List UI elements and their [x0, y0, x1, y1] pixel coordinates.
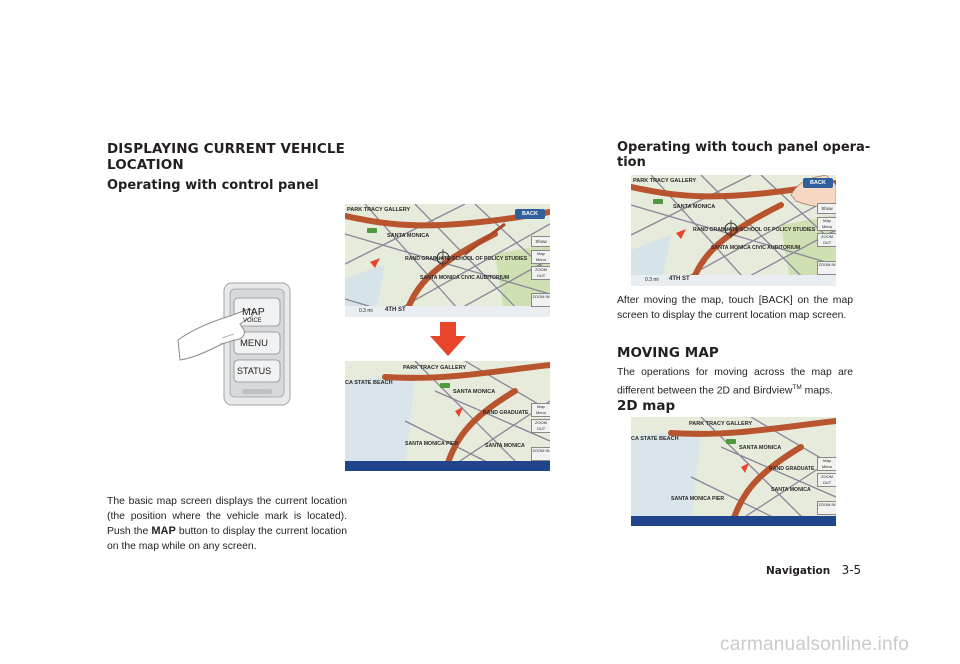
subheading: Operating with control panel	[107, 178, 319, 193]
body-text: button to display the current location on the map while on any screen.	[107, 526, 347, 552]
map-screen-2d	[631, 417, 836, 526]
map-label: PARK TRACY GALLERY	[403, 365, 467, 371]
map-screen-touch	[631, 175, 836, 286]
scale-label: 0.3 mi	[359, 308, 373, 314]
map-label: SANTA MONICA	[771, 487, 811, 493]
zoom-out-button[interactable]: ZOOM OUT	[817, 233, 836, 247]
map-label: RAND GRADUATE	[483, 410, 529, 416]
section-heading: MOVING MAP	[617, 345, 719, 361]
heading-line: tion	[617, 155, 646, 170]
trademark: TM	[792, 383, 802, 391]
map-button-label: MAP	[242, 306, 265, 318]
body-paragraph	[617, 366, 853, 399]
zoom-out-button[interactable]: ZOOM OUT	[531, 419, 550, 433]
down-arrow-icon	[430, 322, 466, 356]
page-footer	[766, 563, 861, 577]
watermark: carmanualsonline.info	[720, 634, 910, 655]
map-label: SANTA MONICA	[387, 233, 430, 239]
scale-label: 0.3 mi	[645, 277, 659, 283]
map-label: SANTA MONICA PIER	[405, 441, 459, 447]
map-label: SANTA MONICA	[673, 204, 716, 210]
page-number: 3-5	[841, 563, 862, 577]
footer-section: Navigation	[766, 565, 831, 577]
menu-button-label: MENU	[240, 338, 268, 349]
show-button[interactable]: Show	[531, 236, 550, 247]
map-label: RAND GRADUATE SCHOOL OF POLICY STUDIES	[693, 227, 816, 233]
map-menu-button[interactable]: Map Menu	[817, 457, 836, 471]
map-label: SANTA MONICA	[485, 443, 525, 449]
map-label: SANTA MONICA CIVIC AUDITORIUM	[420, 275, 510, 281]
map-label: RAND GRADUATE	[769, 466, 815, 472]
back-button[interactable]: BACK	[515, 209, 545, 219]
zoom-in-button[interactable]: ZOOM IN	[531, 293, 550, 307]
back-button[interactable]: BACK	[803, 178, 833, 188]
body-text: maps.	[801, 385, 833, 397]
heading-line: LOCATION	[107, 157, 184, 173]
zoom-in-button[interactable]: ZOOM IN	[817, 501, 836, 515]
subheading	[617, 140, 870, 170]
body-paragraph	[107, 495, 347, 554]
body-text: The operations for moving across the map are different between the 2D and Birdview	[617, 367, 853, 397]
map-label: CA STATE BEACH	[345, 380, 393, 386]
control-panel-illustration	[170, 278, 310, 408]
heading-line: Operating with touch panel opera-	[617, 140, 871, 155]
zoom-out-button[interactable]: ZOOM OUT	[817, 473, 836, 487]
map-label: PARK TRACY GALLERY	[347, 207, 411, 213]
voice-button-label: VOICE	[243, 318, 262, 324]
section-heading	[107, 141, 345, 173]
body-paragraph: After moving the map, touch [BACK] on the map screen to display the current location map screen.	[617, 295, 853, 321]
map-label: SANTA MONICA CIVIC AUDITORIUM	[711, 245, 801, 251]
map-label: SANTA MONICA	[453, 389, 496, 395]
map-label: RAND GRADUATE SCHOOL OF POLICY STUDIES	[405, 256, 528, 262]
map-menu-button[interactable]: Map Menu	[531, 250, 550, 264]
map-label: PARK TRACY GALLERY	[633, 178, 697, 184]
map-menu-button[interactable]: Map Menu	[817, 217, 836, 231]
zoom-in-button[interactable]: ZOOM IN	[531, 447, 550, 461]
map-label: PARK TRACY GALLERY	[689, 421, 753, 427]
street-label: 4TH ST	[385, 307, 406, 313]
map-screen-before	[345, 204, 550, 317]
map-button-reference: MAP	[151, 525, 176, 538]
body-text: The basic map screen displays the current location (the position where the vehicle mark is located). Push the	[107, 496, 347, 538]
zoom-out-button[interactable]: ZOOM OUT	[531, 266, 550, 280]
map-menu-button[interactable]: Map Menu	[531, 403, 550, 417]
map-label: CA STATE BEACH	[631, 436, 679, 442]
heading-line: DISPLAYING CURRENT VEHICLE	[107, 141, 345, 157]
status-button-label: STATUS	[237, 366, 272, 376]
map-label: SANTA MONICA	[739, 445, 782, 451]
map-label: SANTA MONICA PIER	[671, 496, 725, 502]
map-screen-after	[345, 361, 550, 471]
show-button[interactable]: Show	[817, 203, 836, 214]
street-label: 4TH ST	[669, 276, 690, 282]
subsection-heading: 2D map	[617, 398, 676, 414]
zoom-in-button[interactable]: ZOOM IN	[817, 261, 836, 275]
